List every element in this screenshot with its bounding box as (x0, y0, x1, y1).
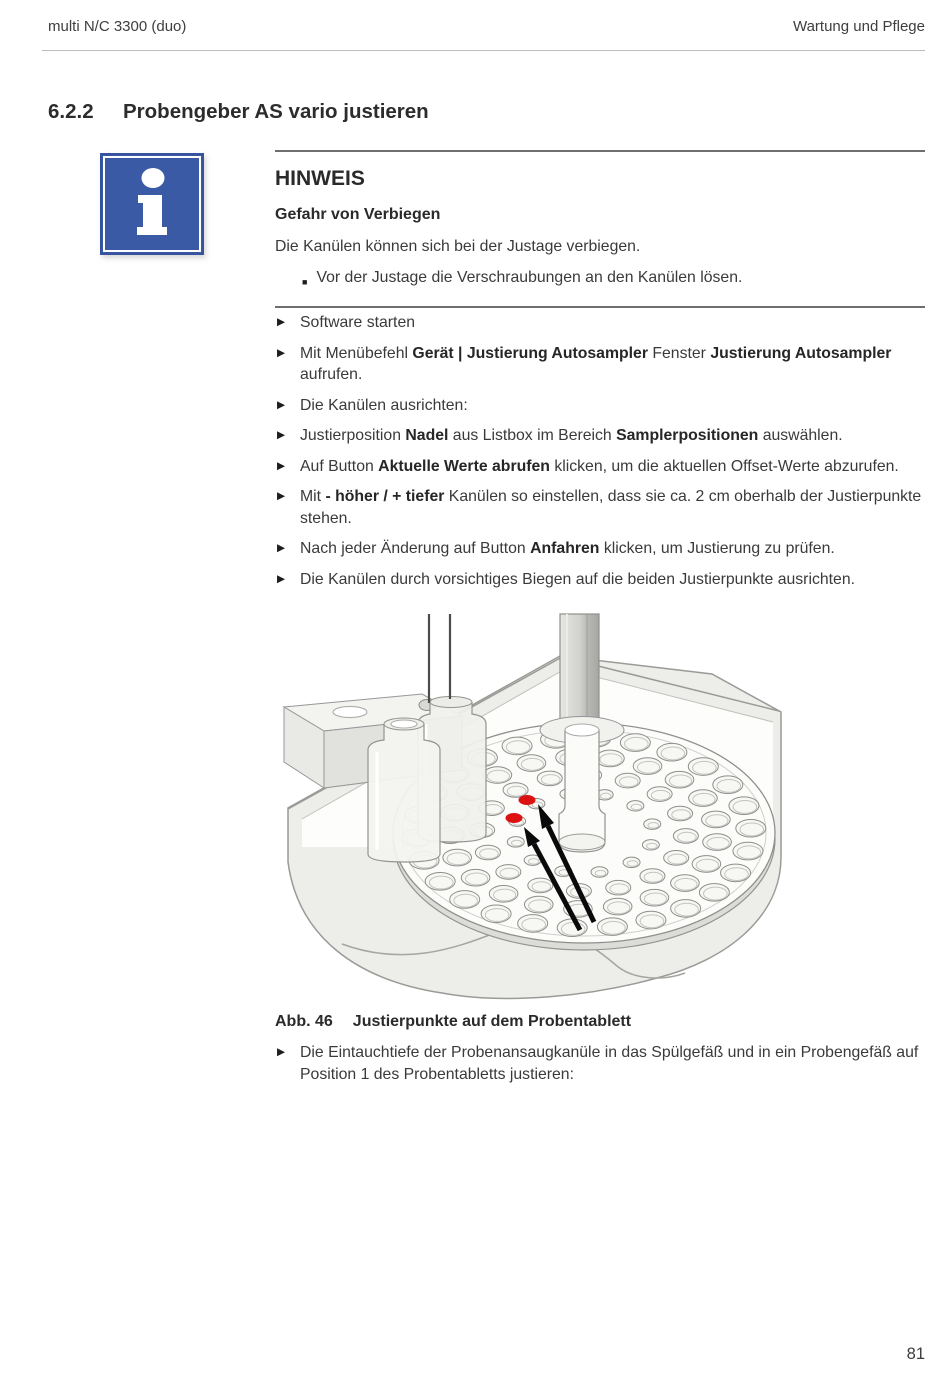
info-icon-glyph (126, 167, 178, 241)
step-item (277, 312, 925, 334)
closing-step (277, 1042, 933, 1094)
tray-hole (664, 851, 689, 866)
tray-hole (647, 787, 672, 802)
step-text: Nach jeder Änderung auf Button Anfahren klicken, um Justierung zu prüfen. (300, 540, 835, 557)
step-item (277, 569, 925, 591)
notice-bullet-row (275, 267, 925, 294)
step-item (277, 343, 925, 386)
step-text: Mit - höher / + tiefer Kanülen so einstellen, dass sie ca. 2 cm oberhalb der Justierpunkte stehen. (300, 488, 922, 527)
figure-caption-title: Justierpunkte auf dem Probentablett (352, 1013, 632, 1030)
section-heading (48, 100, 429, 124)
tray-hole (503, 783, 528, 798)
step-text: Die Kanülen durch vorsichtiges Biegen auf die beiden Justierpunkte ausrichten. (300, 570, 855, 588)
tray-hole (615, 773, 640, 788)
header-left-title: multi N/C 3300 (duo) (48, 18, 187, 35)
procedure-steps (277, 312, 925, 599)
triangle-bullet-icon: ▶ (277, 316, 286, 328)
adjustment-point-dot (519, 795, 536, 805)
figure-caption (275, 1013, 631, 1031)
step-item (277, 395, 925, 417)
triangle-bullet-icon: ▶ (277, 542, 286, 554)
triangle-bullet-icon: ▶ (277, 490, 286, 502)
triangle-bullet-icon: ▶ (277, 398, 286, 411)
triangle-bullet-icon: ▶ (277, 459, 286, 472)
info-icon (100, 153, 204, 255)
tray-hole (475, 845, 500, 860)
tray-hole (496, 865, 521, 880)
step-item (277, 486, 925, 529)
triangle-bullet-icon: ▶ (277, 572, 286, 585)
step-item (277, 538, 925, 560)
triangle-bullet-icon: ▶ (277, 346, 286, 359)
figure-caption-label: Abb. 46 (275, 1013, 333, 1030)
sampler-tower-rod (560, 614, 599, 730)
section-title: Probengeber AS vario justieren (123, 100, 429, 123)
step-text: Die Eintauchtiefe der Probenansaugkanüle in das Spülgefäß und in ein Probengefäß auf Position 1 des Probentabletts justieren: (300, 1044, 919, 1083)
step-item (277, 456, 925, 478)
step-text: Die Kanülen ausrichten: (300, 396, 468, 414)
step-text: Justierposition Nadel aus Listbox im Bereich Samplerpositionen auswählen. (300, 427, 843, 444)
notice-subtitle: Gefahr von Verbiegen (275, 206, 441, 223)
tray-hole (668, 806, 693, 821)
triangle-bullet-icon: ▶ (277, 429, 286, 441)
step-text: Mit Menübefehl Gerät | Justierung Autosampler Fenster Justierung Autosampler aufrufen. (300, 344, 892, 383)
tray-hole (606, 880, 631, 895)
header-right-chapter: Wartung und Pflege (792, 18, 925, 35)
step-item (277, 425, 925, 447)
triangle-bullet-icon: ▶ (277, 1046, 286, 1058)
header-rule (42, 50, 925, 51)
step-text: Auf Button Aktuelle Werte abrufen klicken, um die aktuellen Offset-Werte abzurufen. (300, 457, 899, 475)
notice-title: HINWEIS (275, 167, 365, 190)
tray-hole (640, 869, 665, 884)
notice-body: Die Kanülen können sich bei der Justage verbiegen. (275, 238, 641, 255)
step-item (277, 1042, 933, 1085)
page-header (48, 18, 925, 35)
figure-illustration (272, 612, 787, 1004)
notice-bullet-text: Vor der Justage die Verschraubungen an den Kanülen lösen. (316, 268, 743, 286)
tray-hole (673, 829, 698, 844)
section-number: 6.2.2 (48, 100, 94, 123)
tray-hole (528, 878, 553, 893)
page-number: 81 (906, 1345, 925, 1363)
notice-block (275, 150, 925, 308)
adjustment-point-dot (506, 813, 523, 823)
step-text: Software starten (300, 314, 416, 331)
square-bullet-icon: ■ (302, 276, 308, 287)
tray-hole (537, 771, 562, 786)
